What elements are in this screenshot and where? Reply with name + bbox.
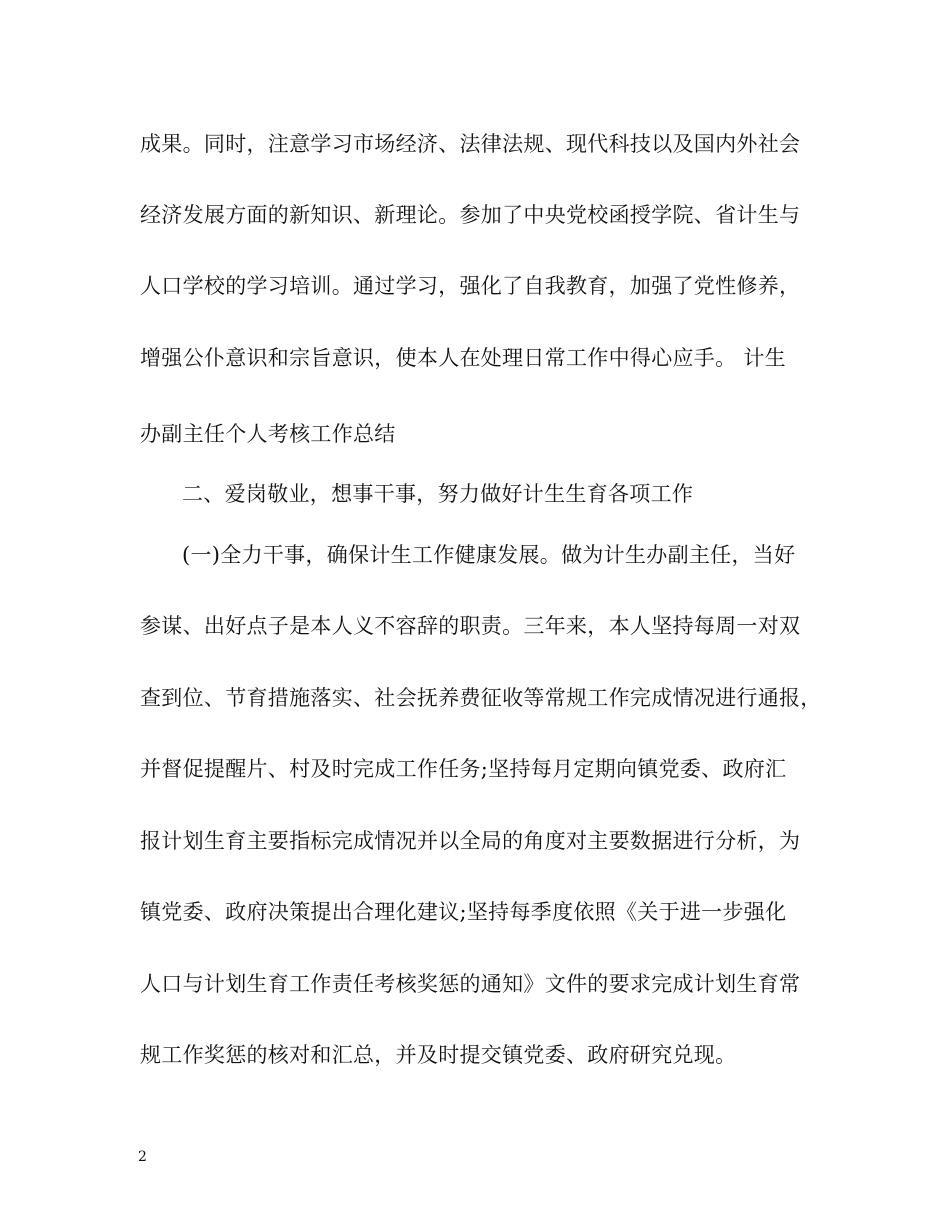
text-line-11: 报计划生育主要指标完成情况并以全局的角度对主要数据进行分析，为 <box>140 829 801 853</box>
text-line-13: 人口与计划生育工作责任考核奖惩的通知》文件的要求完成计划生育常 <box>140 972 801 996</box>
text-line-1: 成果。同时，注意学习市场经济、法律法规、现代科技以及国内外社会 <box>140 132 801 156</box>
text-line-8: 参谋、出好点子是本人义不容辞的职责。三年来，本人坚持每周一对双 <box>140 614 801 638</box>
text-line-14: 规工作奖惩的核对和汇总，并及时提交镇党委、政府研究兑现。 <box>140 1043 737 1067</box>
text-line-10: 并督促提醒片、村及时完成工作任务;坚持每月定期向镇党委、政府汇 <box>140 757 787 781</box>
text-line-12: 镇党委、政府决策提出合理化建议;坚持每季度依照《关于进一步强化 <box>140 900 787 924</box>
text-line-3: 人口学校的学习培训。通过学习，强化了自我教育，加强了党性修养， <box>140 274 801 298</box>
text-line-5: 办副主任个人考核工作总结 <box>140 422 396 446</box>
paragraph-start: (一)全力干事，确保计生工作健康发展。做为计生办副主任，当好 <box>182 543 796 567</box>
page-number: 2 <box>138 1149 147 1165</box>
text-line-4: 增强公仆意识和宗旨意识，使本人在处理日常工作中得心应手。 计生 <box>140 346 786 370</box>
text-line-2: 经济发展方面的新知识、新理论。参加了中央党校函授学院、省计生与 <box>140 203 801 227</box>
section-heading: 二、爱岗敬业，想事干事，努力做好计生生育各项工作 <box>182 482 694 506</box>
text-line-9: 查到位、节育措施落实、社会抚养费征收等常规工作完成情况进行通报， <box>140 686 822 710</box>
